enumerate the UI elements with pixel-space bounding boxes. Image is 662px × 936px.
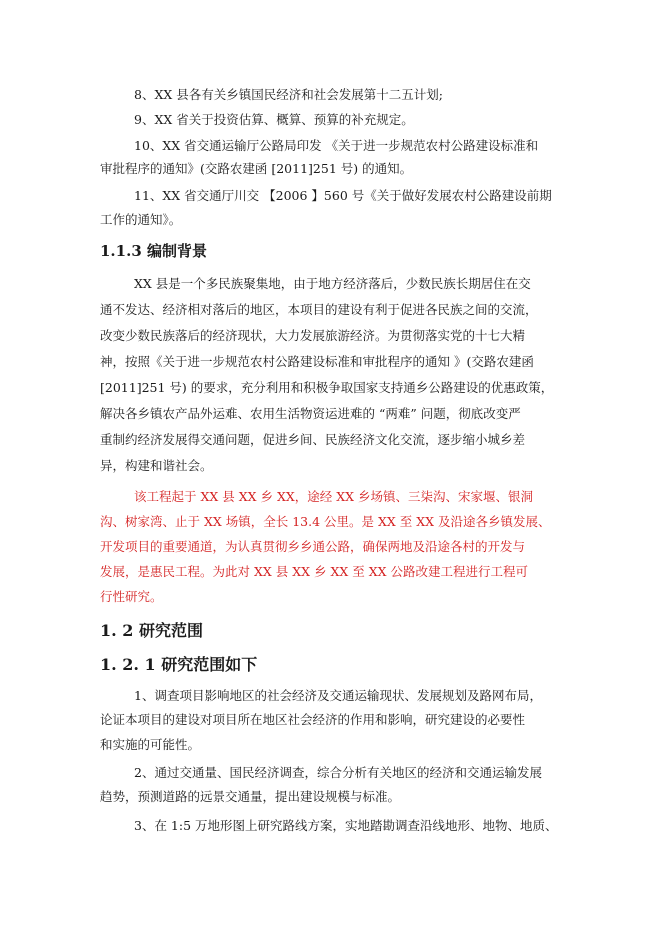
paragraph-line: [2011]251 号) 的要求，充分利用和积极争取国家支持通乡公路建设的优惠政策， (100, 380, 554, 395)
ref-item-9: 9、XX 省关于投资估算、概算、预算的补充规定。 (134, 112, 414, 127)
list-item-line: 和实施的可能性。 (100, 737, 201, 752)
paragraph-line: 异，构建和谐社会。 (100, 458, 213, 473)
paragraph-line: 改变少数民族落后的经济现状，大力发展旅游经济。为贯彻落实党的十七大精 (100, 328, 526, 343)
paragraph-line: 神，按照《关于进一步规范农村公路建设标准和审批程序的通知 》(交路农建函 (100, 354, 534, 369)
paragraph-line: 通不发达、经济相对落后的地区，本项目的建设有利于促进各民族之间的交流， (100, 302, 538, 317)
list-item-line: 趋势，预测道路的远景交通量，提出建设规模与标准。 (100, 789, 401, 804)
list-item-line: 2、通过交通量、国民经济调查，综合分析有关地区的经济和交通运输发展 (134, 765, 542, 780)
ref-item-11-line-2: 工作的通知》。 (100, 212, 182, 227)
highlight-paragraph-line: 该工程起于 XX 县 XX 乡 XX，途经 XX 乡场镇、三柒沟、宋家堰、银洞 (134, 489, 534, 504)
ref-item-10-line-2: 审批程序的通知》(交路农建函 [2011]251 号) 的通知。 (100, 161, 413, 176)
section-heading-1-2-1: 1. 2. 1 研究范围如下 (100, 655, 258, 674)
highlight-paragraph-line: 行性研究。 (100, 589, 163, 604)
list-item-line: 1、调查项目影响地区的社会经济及交通运输现状、发展规划及路网布局， (134, 688, 542, 703)
section-heading-1-1-3: 1.1.3 编制背景 (100, 242, 207, 260)
list-item-line: 3、在 1:5 万地形图上研究路线方案，实地踏勘调查沿线地形、地物、地质、 (134, 818, 558, 833)
section-heading-1-2: 1. 2 研究范围 (100, 621, 203, 640)
ref-item-8: 8、XX 县各有关乡镇国民经济和社会发展第十二五计划; (134, 87, 443, 102)
list-item-line: 论证本项目的建设对项目所在地区社会经济的作用和影响，研究建设的必要性 (100, 712, 526, 727)
ref-item-11-line-1: 11、XX 省交通厅川交 【2006 】560 号《关于做好发展农村公路建设前期 (134, 188, 552, 203)
paragraph-line: XX 县是一个多民族聚集地，由于地方经济落后，少数民族长期居住在交 (134, 276, 531, 291)
highlight-paragraph-line: 发展，是惠民工程。为此对 XX 县 XX 乡 XX 至 XX 公路改建工程进行工程可 (100, 564, 528, 579)
ref-item-10-line-1: 10、XX 省交通运输厅公路局印发 《关于进一步规范农村公路建设标准和 (134, 138, 539, 153)
paragraph-line: 解决各乡镇农产品外运难、农用生活物资运进难的 “两难” 问题，彻底改变严 (100, 406, 521, 421)
highlight-paragraph-line: 开发项目的重要通道，为认真贯彻乡乡通公路，确保两地及沿途各村的开发与 (100, 539, 526, 554)
paragraph-line: 重制约经济发展得交通问题，促进乡间、民族经济文化交流，逐步缩小城乡差 (100, 432, 526, 447)
highlight-paragraph-line: 沟、树家湾、止于 XX 场镇，全长 13.4 公里。是 XX 至 XX 及沿途各乡镇发展、 (100, 514, 551, 529)
